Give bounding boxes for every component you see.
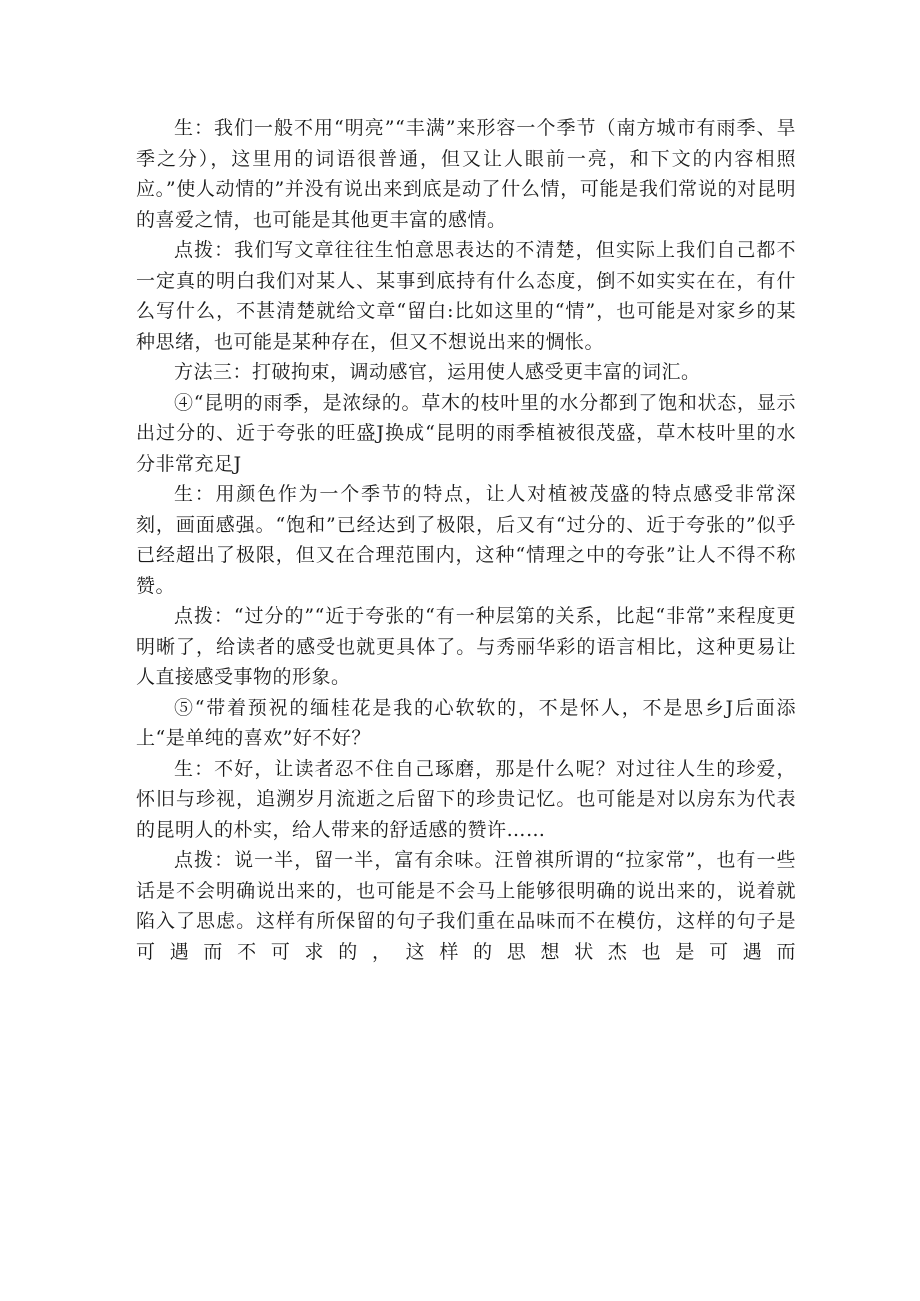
paragraph-guidance-2: 点拨：“过分的”“近于夸张的“有一种层第的关系，比起“非常”来程度更明晰了，给读者的感受也就更具体了。与秀丽华彩的语言相比，这种更易让人直接感受事物的形象。 (136, 605, 796, 688)
paragraph-guidance-1: 点拨：我们写文章往往生怕意思表达的不清楚，但实际上我们自己都不一定真的明白我们对某人、某事到底持有什么态度，倒不如实实在在，有什么写什么，不甚清楚就给文章“留白:比如这里的“情”，也可能是对家乡的某种思绪，也可能是某种存在，但又不想说出来的惆怅。 (136, 239, 796, 353)
paragraph-example-4: ④“昆明的雨季，是浓绿的。草木的枝叶里的水分都到了饱和状态，显示出过分的、近于夸张的旺盛J换成“昆明的雨季植被很茂盛，草木枝叶里的水分非常充足J (136, 391, 796, 475)
document-body (136, 113, 796, 967)
paragraph-student-answer-3: 生：不好，让读者忍不住自己琢磨，那是什么呢？对过往人生的珍爱，怀旧与珍视，追溯岁月流逝之后留下的珍贵记忆。也可能是对以房东为代表的昆明人的朴实，给人带来的舒适感的赞许…… (136, 757, 796, 841)
paragraph-method-three: 方法三：打破拘束，调动感官，运用使人感受更丰富的词汇。 (174, 361, 701, 383)
paragraph-student-answer-2: 生：用颜色作为一个季节的特点，让人对植被茂盛的特点感受非常深刻，画面感强。“饱和”已经达到了极限，后又有“过分的、近于夸张的”似乎已经超出了极限，但又在合理范围内，这种“情理之中的夸张”让人不得不称赞。 (136, 483, 796, 597)
paragraph-student-answer-1: 生：我们一般不用“明亮”“丰满”来形容一个季节（南方城市有雨季、旱季之分），这里用的词语很普通，但又让人眼前一亮，和下文的内容相照应。”使人动情的”并没有说出来到底是动了什么情，可能是我们常说的对昆明的喜爱之情，也可能是其他更丰富的感情。 (136, 117, 796, 231)
paragraph-guidance-3: 点拨：说一半，留一半，富有余味。汪曾祺所谓的“拉家常”，也有一些话是不会明确说出来的，也可能是不会马上能够很明确的说出来的，说着就陷入了思虑。这样有所保留的句子我们重在品味而不在模仿，这样的句子是可遇而不可求的，这样的思想状杰也是可遇而 (136, 849, 796, 963)
paragraph-example-5: ⑤“带着预祝的缅桂花是我的心软软的，不是怀人，不是思乡J后面添上“是单纯的喜欢”好不好？ (136, 696, 796, 749)
